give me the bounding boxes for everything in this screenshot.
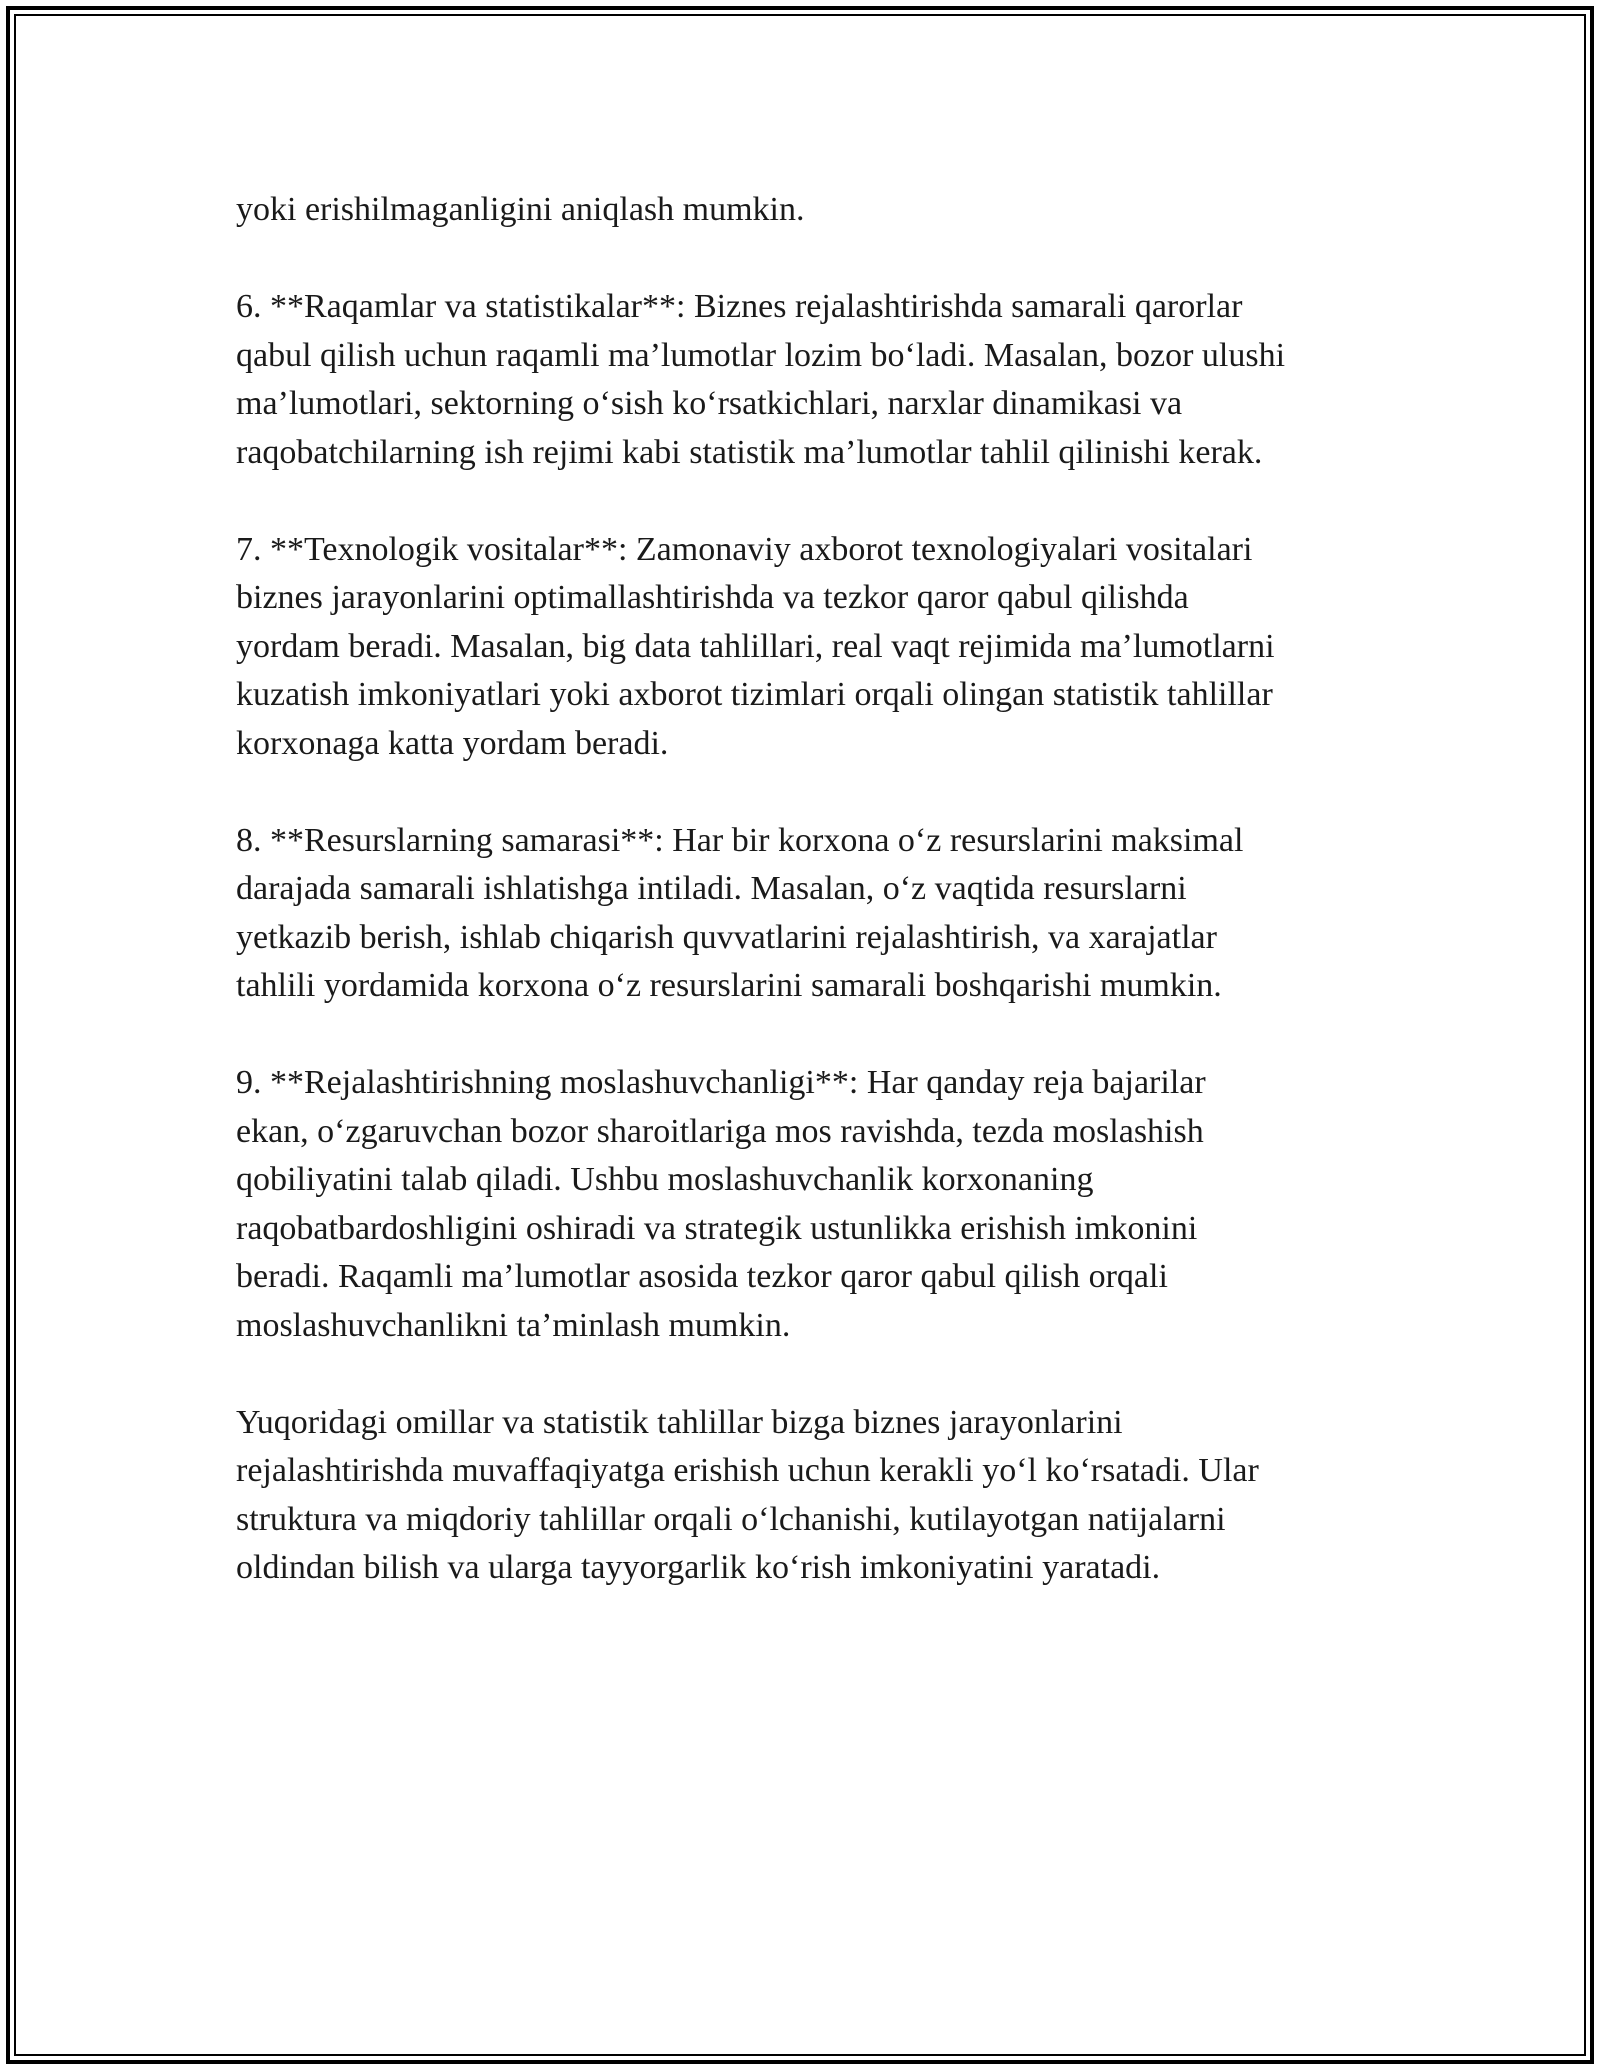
document-body <box>236 186 1386 1641</box>
paragraph-continuation: yoki erishilmaganligini aniqlash mumkin. <box>236 191 805 228</box>
paragraph-item-8: 8. **Resurslarning samarasi**: Har bir korxona o‘z resurslarini maksimal darajada samarali ishlatishga intiladi. Masalan, o‘z vaqtida resurslarni yetkazib berish, ishlab chiqarish quvvatlarini rejalashtirish, va xarajatlar tahlili yordamida korxona o‘z resurslarini samarali boshqarishi mumkin. <box>236 821 1244 1004</box>
paragraph-item-6: 6. **Raqamlar va statistikalar**: Biznes rejalashtirishda samarali qarorlar qabul qilish uchun raqamli ma’lumotlar lozim bo‘ladi. Masalan, bozor ulushi ma’lumotlari, sektorning o‘sish ko‘rsatkichlari, narxlar dinamikasi va raqobatchilarning ish rejimi kabi statistik ma’lumotlar tahlil qilinishi kerak. <box>236 288 1286 471</box>
paragraph-item-9: 9. **Rejalashtirishning moslashuvchanligi**: Har qanday reja bajarilar ekan, o‘zgaruvchan bozor sharoitlariga mos ravishda, tezda moslashish qobiliyatini talab qiladi. Ushbu moslashuvchanlik korxonaning raqobatbardoshligini oshiradi va strategik ustunlikka erishish imkonini beradi. Raqamli ma’lumotlar asosida tezkor qaror qabul qilish orqali moslashuvchanlikni ta’minlash mumkin. <box>236 1064 1206 1344</box>
paragraph-conclusion: Yuqoridagi omillar va statistik tahlillar bizga biznes jarayonlarini rejalashtirishda muvaffaqiyatga erishish uchun kerakli yo‘l ko‘rsatadi. Ular struktura va miqdoriy tahlillar orqali o‘lchanishi, kutilayotgan natijalarni oldindan bilish va ularga tayyorgarlik ko‘rish imkoniyatini yaratadi. <box>236 1403 1259 1586</box>
paragraph-item-7: 7. **Texnologik vositalar**: Zamonaviy axborot texnologiyalari vositalari biznes jarayonlarini optimallashtirishda va tezkor qaror qabul qilishda yordam beradi. Masalan, big data tahlillari, real vaqt rejimida ma’lumotlarni kuzatish imkoniyatlari yoki axborot tizimlari orqali olingan statistik tahlillar korxonaga katta yordam beradi. <box>236 530 1275 762</box>
